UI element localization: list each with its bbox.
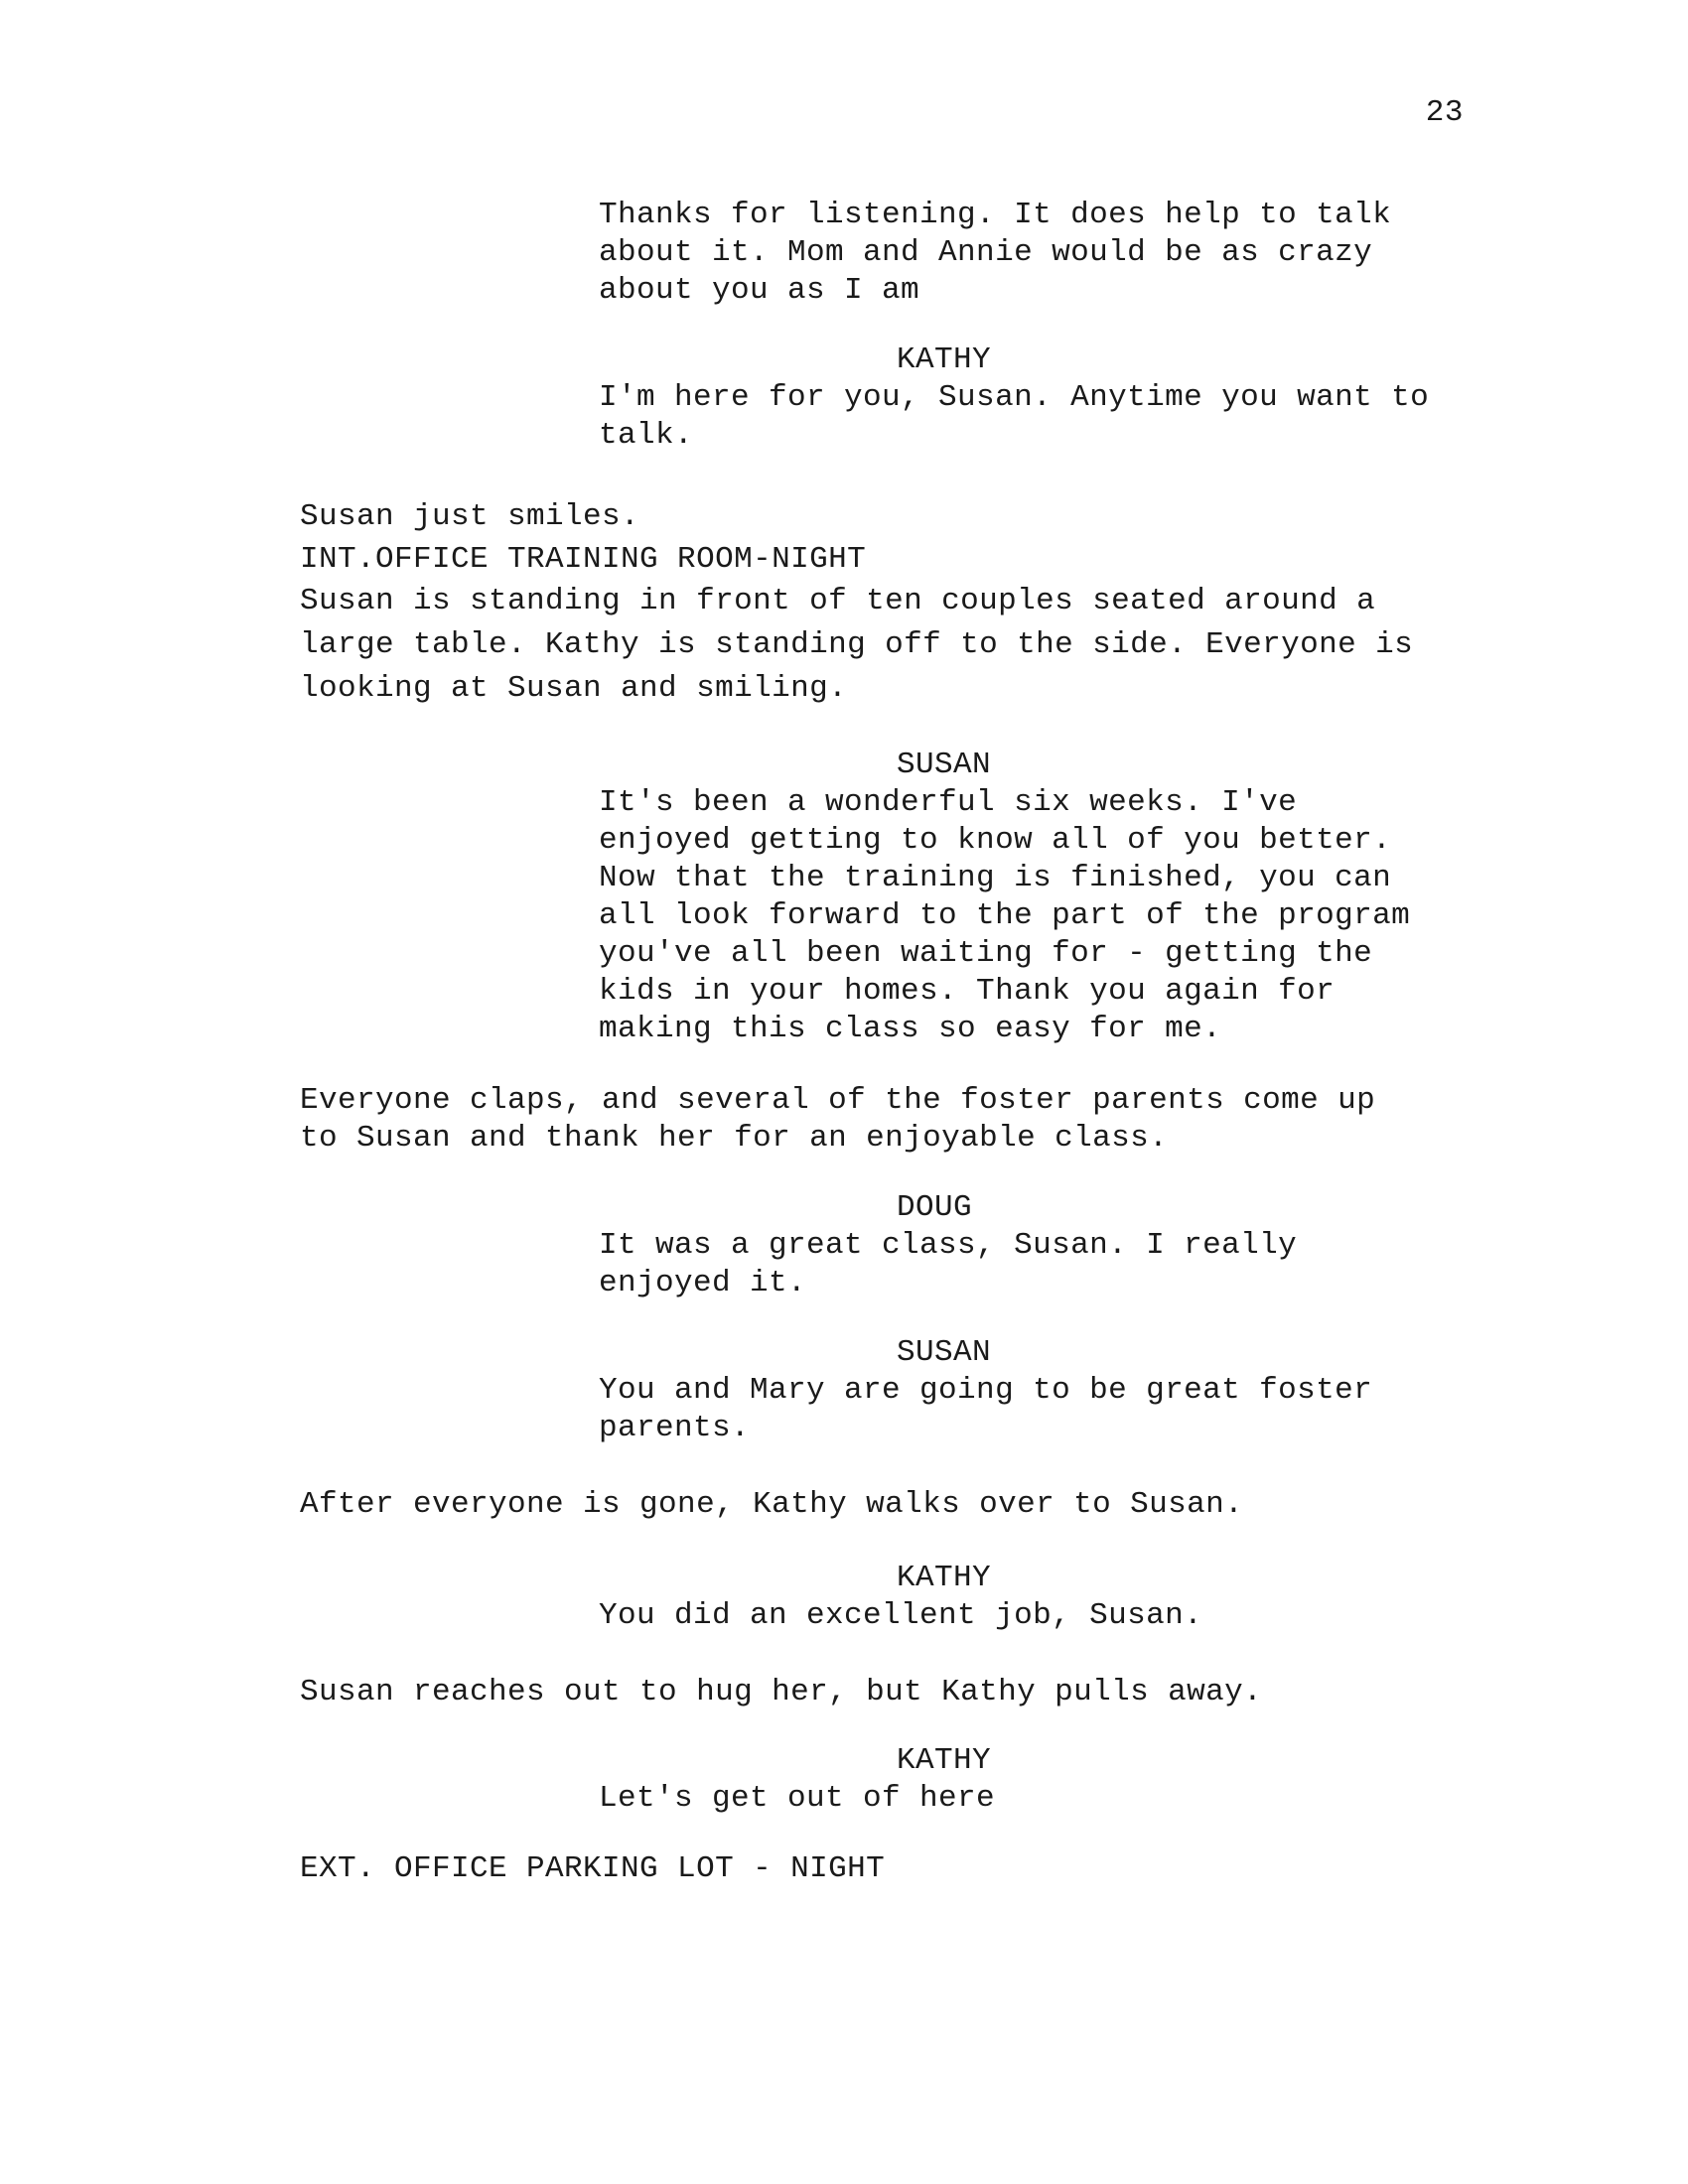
character-name: SUSAN [897, 1335, 992, 1370]
page-number: 23 [1425, 95, 1464, 130]
character-name: DOUG [897, 1190, 973, 1225]
dialogue-block: It was a great class, Susan. I really enjoyed it. [599, 1228, 1298, 1300]
character-name: SUSAN [897, 748, 992, 782]
action-line: Susan reaches out to hug her, but Kathy pulls away. [300, 1675, 1263, 1709]
character-name: KATHY [897, 1561, 992, 1595]
character-name: KATHY [897, 1743, 992, 1778]
dialogue-block: It's been a wonderful six weeks. I've enjoyed getting to know all of you better. Now that the training is finished, you can all look forward to the part of the program you've all been waiting for - getting the kids in your homes. Thank you again for making this class so easy for me. [599, 785, 1411, 1046]
dialogue-block: Thanks for listening. It does help to talk about it. Mom and Annie would be as crazy about you as I am [599, 198, 1392, 308]
character-name: KATHY [897, 342, 992, 377]
dialogue-block: Let's get out of here [599, 1781, 996, 1816]
action-line: After everyone is gone, Kathy walks over to Susan. [300, 1487, 1244, 1522]
dialogue-block: You and Mary are going to be great foster parents. [599, 1373, 1373, 1445]
action-line: Susan is standing in front of ten couples seated around a large table. Kathy is standing off to the side. Everyone is looking at Susan and smiling. [300, 584, 1414, 706]
scene-heading: INT.OFFICE TRAINING ROOM-NIGHT [300, 542, 867, 577]
action-line: Susan just smiles. [300, 499, 640, 534]
action-line: Everyone claps, and several of the foster parents come up to Susan and thank her for an enjoyable class. [300, 1083, 1376, 1156]
dialogue-block: You did an excellent job, Susan. [599, 1598, 1203, 1633]
dialogue-block: I'm here for you, Susan. Anytime you want to talk. [599, 380, 1430, 453]
scene-heading: EXT. OFFICE PARKING LOT - NIGHT [300, 1851, 886, 1886]
